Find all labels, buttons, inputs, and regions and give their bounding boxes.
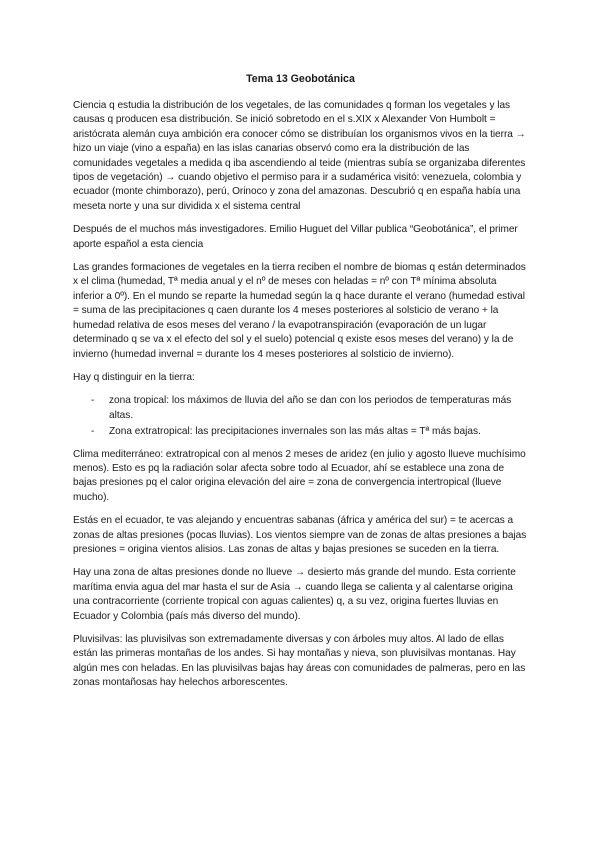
list-item: [73, 425, 528, 439]
list-item-text: zona tropical: los máximos de lluvia del año se dan con los periodos de temperaturas más altas.: [109, 395, 512, 421]
list-dash: -: [91, 395, 95, 407]
paragraph-biomes: Las grandes formaciones de vegetales en la tierra reciben el nombre de biomas q están determinados x el clima (humedad, Tª media anual y el nº de meses con heladas = nº con Tª mínima absoluta inferior a 0º). En el mundo se reparte la humedad según la q hace durante el verano (humedad estival = suma de las precipitaciones q caen durante los 4 meses posteriores al solsticio de verano + la humedad relativa de esos meses del verano / la evapotranspiración (evaporación de un lugar determinado q se va x el efecto del sol y el suelo) potencial q existe esos meses del verano) y la de invierno (humedad invernal = durante los 4 meses posteriores al solsticio de invierno).: [73, 262, 526, 360]
paragraph-rainforests: Pluvisilvas: las pluvisilvas son extremadamente diversas y con árboles muy altos. Al lado de ellas están las primeras montañas de los andes. Si hay montañas y nieva, son pluvisilvas montanas. Hay algún mes con heladas. En las pluvisilvas bajas hay áreas con comunidades de palmeras, pero en las zonas montañosas hay helechos arborescentes.: [73, 634, 526, 689]
list-item-text: Zona extratropical: las precipitaciones invernales son las más altas = Tª más bajas.: [109, 426, 481, 438]
paragraph-mediterranean: Clima mediterráneo: extratropical con al menos 2 meses de aridez (en julio y agosto llueve muchísimo menos). Esto es pq la radiación solar afecta sobre todo al Ecuador, ahí se establece una zona de bajas presiones pq el calor origina elevación del aire = zona de convergencia intertropical (llueve mucho).: [73, 448, 526, 503]
zone-list: [73, 394, 528, 439]
paragraph-intro: Ciencia q estudia la distribución de los vegetales, de las comunidades q forman los vegetales y las causas q producen esa distribución. Se inició sobretodo en el s.XIX x Alexander Von Humbolt = aristócrata alemán cuya ambición era conocer cómo se distribuían los organismos vivos en la tierra → hizo un viaje (vino a españa) en las islas canarias observó como era la distribución de las comunidades vegetales a medida q iba ascendiendo al teide (mientras subía se organizaba diferentes tipos de vegetación) → cuando objetivo el permiso para ir a sudamérica visitó: venezuela, colombia y ecuador (monte chimborazo), perú, Orinoco y zona del amazonas. Descubrió q en españa había una meseta norte y una sur dividida x el sistema central: [73, 100, 526, 212]
list-item: [73, 394, 528, 423]
paragraph-ecuador: Estás en el ecuador, te vas alejando y encuentras sabanas (áfrica y américa del sur) = te acercas a zonas de altas presiones (pocas lluvias). Los vientos siempre van de zonas de altas presiones a bajas presiones = origina vientos alisios. Las zonas de altas y bajas presiones se suceden en la tierra.: [73, 515, 527, 555]
list-dash: -: [91, 426, 95, 438]
paragraph-investigators: Después de el muchos más investigadores. Emilio Huguet del Villar publica “Geobotánica”, el primer aporte español a esta ciencia: [73, 224, 518, 250]
paragraph-high-pressure: Hay una zona de altas presiones donde no llueve → desierto más grande del mundo. Esta corriente marítima envia agua del mar hasta el sur de Asia → cuando llega se calienta y al calentarse origina una contracorriente (corriente tropical con aguas calientes) q, a su vez, origina fuertes lluvias en Ecuador y Colombia (país más diverso del mundo).: [73, 567, 516, 622]
paragraph-distinguish: Hay q distinguir en la tierra:: [73, 371, 195, 383]
page-title: Tema 13 Geobotánica: [246, 73, 355, 85]
